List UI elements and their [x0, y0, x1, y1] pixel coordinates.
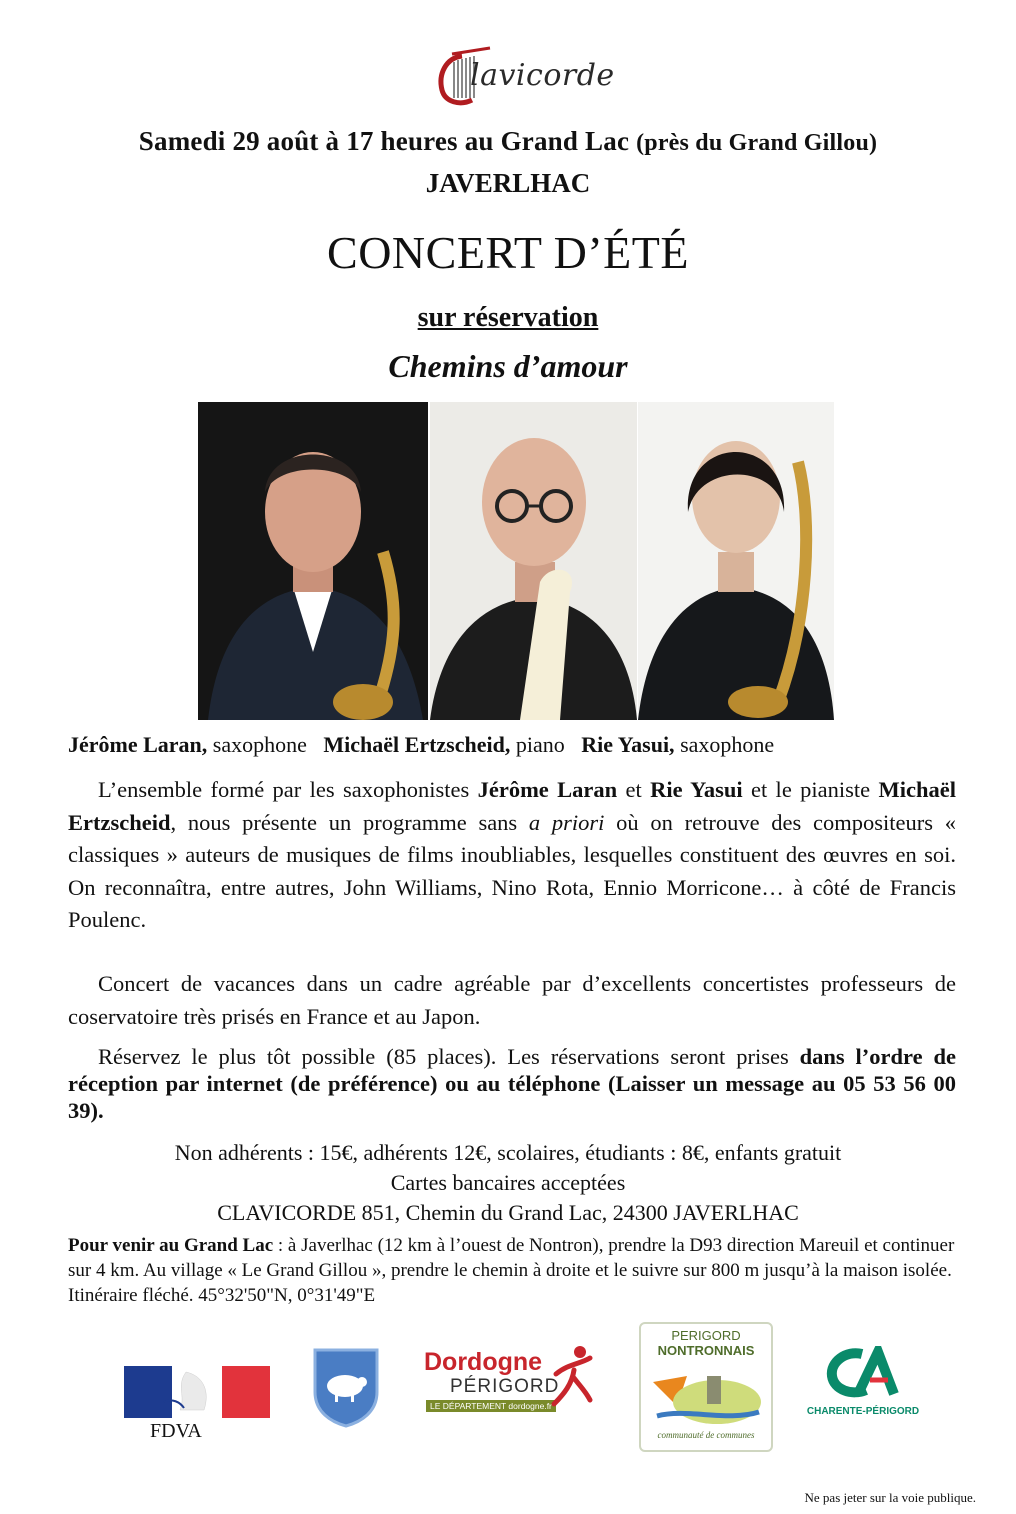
runner-icon [550, 1344, 596, 1408]
performer-name: Jérôme Laran, [68, 732, 208, 757]
concert-subtitle: Chemins d’amour [388, 348, 628, 384]
prices-line: Non adhérents : 15€, adhérents 12€, scolaires, étudiants : 8€, enfants gratuit [174, 1140, 842, 1165]
text-bold: dans l’ordre de réception par internet (de préférence) ou au téléphone (Laisser un message au 05 53 56 00 39). [68, 1044, 956, 1123]
headline-paren: (près du Grand Gillou) [636, 130, 878, 156]
headline-main: Samedi 29 août à 17 heures au Grand Lac [138, 126, 630, 156]
description-paragraph [68, 774, 956, 937]
text: , nous présente un programme sans [170, 809, 529, 835]
text: et le pianiste [742, 777, 879, 802]
directions-label: Pour venir au Grand Lac [68, 1235, 274, 1256]
fdva-label: FDVA [150, 1420, 202, 1442]
photo-rie-yasui [638, 402, 834, 720]
nontronnais-label: NONTRONNAIS [657, 1343, 755, 1358]
text-bold: Rie Yasui [650, 777, 743, 802]
ca-label: CHARENTE-PÉRIGORD [806, 1406, 920, 1417]
sheep-shield-icon [311, 1346, 381, 1428]
text: et [617, 777, 651, 802]
performer-instrument: saxophone [212, 732, 307, 757]
dordogne-word: Dordogne [424, 1348, 543, 1376]
logo-text: lavicorde [470, 58, 615, 93]
directions-text: : à Javerlhac (12 km à l’ouest de Nontron), prendre la D93 direction Mareuil et continuer sur 4 km. Au village « Le Grand Gillou », prendre le chemin à droite et le suivre sur 800 m jusqu’à la maison isolée. Itinéraire fléché. 45°32'50"N, 0°31'49"E [68, 1235, 955, 1306]
performer-name: Michaël Ertzscheid, [323, 732, 511, 757]
text-italic: a priori [528, 809, 605, 835]
vacation-paragraph [68, 968, 956, 1033]
text: où on retrouve des compositeurs « classiques » auteurs de musiques de films inoubliables, lesquelles constituent des œuvres en soi. On reconnaîtra, entre autres, John Williams, Nino Rota, Ennio Morricone… à côté de Francis Poulenc. [68, 809, 956, 932]
performer-name: Rie Yasui, [581, 732, 675, 757]
cards-line: Cartes bancaires acceptées [390, 1170, 626, 1195]
dordogne-logo [422, 1342, 596, 1412]
communaute-label: communauté de communes [657, 1430, 755, 1440]
booking-paragraph [68, 1043, 956, 1124]
ca-icon [822, 1346, 902, 1400]
landscape-icon [647, 1362, 763, 1428]
photo-jerome-laran [198, 402, 428, 720]
text: Réservez le plus tôt possible (85 places). Les réservations seront prises [98, 1044, 800, 1069]
photo-michael-ertzscheid [430, 402, 637, 720]
page-title: CONCERT D’ÉTÉ [327, 227, 689, 278]
perigord-label: PERIGORD [671, 1328, 741, 1343]
address-line: CLAVICORDE 851, Chemin du Grand Lac, 24300 JAVERLHAC [217, 1200, 799, 1225]
text: Concert de vacances dans un cadre agréable par d’excellents concertistes professeurs de coservatoire très prisés en France et au Japon. [68, 971, 956, 1029]
footer-note: Ne pas jeter sur la voie publique. [804, 1490, 976, 1505]
event-place: JAVERLHAC [425, 168, 591, 198]
departement-bar: LE DÉPARTEMENT dordogne.fr [426, 1400, 556, 1412]
perigord-nontronnais-logo [639, 1322, 773, 1452]
perigord-word: PÉRIGORD [450, 1376, 560, 1397]
performer-instrument: piano [515, 732, 565, 757]
credit-agricole-logo [800, 1346, 926, 1422]
event-headline [0, 126, 1016, 157]
marianne-logo-icon [124, 1366, 270, 1418]
performer-instrument: saxophone [680, 732, 775, 757]
reservation-note: sur réservation [417, 302, 599, 333]
text: L’ensemble formé par les saxophonistes [98, 777, 478, 802]
directions-paragraph [68, 1233, 968, 1308]
text-bold: Jérôme Laran [477, 777, 618, 802]
performers-line [68, 732, 968, 758]
text-bold: Michaël Ertzscheid [68, 777, 956, 835]
